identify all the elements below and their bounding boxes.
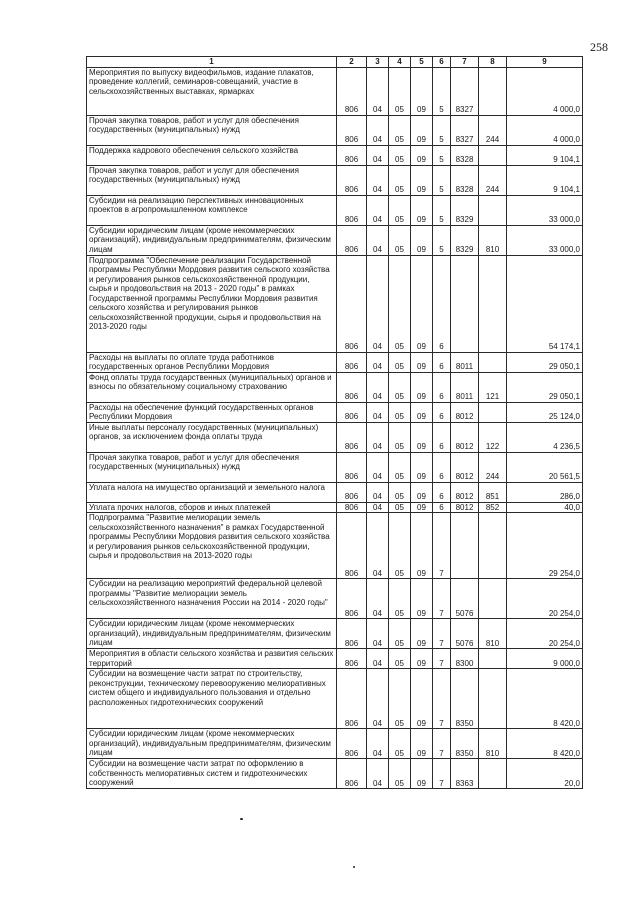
kvr-cell: 244 bbox=[479, 115, 507, 145]
subprogram-code-cell: 6 bbox=[433, 372, 451, 402]
kvr-cell: 121 bbox=[479, 372, 507, 402]
subprogram-code-cell: 6 bbox=[433, 352, 451, 372]
subprogram-code-cell: 6 bbox=[433, 482, 451, 502]
kvsr-cell: 806 bbox=[337, 165, 367, 195]
amount-cell: 4 000,0 bbox=[507, 67, 583, 115]
expense-code-cell: 8012 bbox=[451, 422, 479, 452]
table-row bbox=[87, 669, 588, 729]
kvr-cell: 851 bbox=[479, 482, 507, 502]
subprogram-code-cell: 7 bbox=[433, 579, 451, 619]
subprogram-code-cell: 7 bbox=[433, 759, 451, 789]
program-code-cell: 09 bbox=[411, 669, 433, 729]
program-code-cell: 09 bbox=[411, 372, 433, 402]
column-header: 5 bbox=[411, 57, 433, 68]
table-row bbox=[87, 225, 588, 255]
expense-code-cell: 8327 bbox=[451, 67, 479, 115]
section-cell: 04 bbox=[367, 195, 389, 225]
subsection-cell: 05 bbox=[389, 502, 411, 513]
expense-code-cell: 8012 bbox=[451, 502, 479, 513]
kvr-cell bbox=[479, 649, 507, 669]
amount-cell: 20 254,0 bbox=[507, 579, 583, 619]
amount-cell: 8 420,0 bbox=[507, 669, 583, 729]
column-header: 9 bbox=[507, 57, 583, 68]
expense-code-cell: 8363 bbox=[451, 759, 479, 789]
section-cell: 04 bbox=[367, 67, 389, 115]
expense-code-cell bbox=[451, 255, 479, 352]
kvsr-cell: 806 bbox=[337, 619, 367, 649]
page-number: 258 bbox=[590, 40, 608, 54]
section-cell: 04 bbox=[367, 165, 389, 195]
item-name: Фонд оплаты труда государственных (муниципальных) органов и взносы по обязательному социальному страхованию bbox=[87, 372, 337, 402]
program-code-cell: 09 bbox=[411, 145, 433, 165]
expense-code-cell: 8350 bbox=[451, 669, 479, 729]
subsection-cell: 05 bbox=[389, 402, 411, 422]
kvr-cell: 122 bbox=[479, 422, 507, 452]
table-row bbox=[87, 422, 588, 452]
item-name: Мероприятия по выпуску видеофильмов, издание плакатов, проведение коллегий, семинаров-совещаний, участие в сельскохозяйственных выставках, ярмарках bbox=[87, 67, 337, 115]
item-name: Прочая закупка товаров, работ и услуг для обеспечения государственных (муниципальных) нужд bbox=[87, 165, 337, 195]
amount-cell: 29 254,0 bbox=[507, 513, 583, 579]
amount-cell: 20 561,5 bbox=[507, 452, 583, 482]
expense-code-cell bbox=[451, 513, 479, 579]
section-cell: 04 bbox=[367, 649, 389, 669]
kvsr-cell: 806 bbox=[337, 759, 367, 789]
table-row bbox=[87, 579, 588, 619]
kvsr-cell: 806 bbox=[337, 225, 367, 255]
kvr-cell bbox=[479, 513, 507, 579]
expense-code-cell: 5076 bbox=[451, 619, 479, 649]
subsection-cell: 05 bbox=[389, 513, 411, 579]
kvr-cell: 810 bbox=[479, 619, 507, 649]
amount-cell: 20 254,0 bbox=[507, 619, 583, 649]
section-cell: 04 bbox=[367, 372, 389, 402]
subprogram-code-cell: 6 bbox=[433, 422, 451, 452]
section-cell: 04 bbox=[367, 225, 389, 255]
subsection-cell: 05 bbox=[389, 579, 411, 619]
program-code-cell: 09 bbox=[411, 195, 433, 225]
section-cell: 04 bbox=[367, 402, 389, 422]
program-code-cell: 09 bbox=[411, 619, 433, 649]
item-name: Поддержка кадрового обеспечения сельского хозяйства bbox=[87, 145, 337, 165]
section-cell: 04 bbox=[367, 669, 389, 729]
column-header: 4 bbox=[389, 57, 411, 68]
item-name: Иные выплаты персоналу государственных (муниципальных) органов, за исключением фонда оплаты труда bbox=[87, 422, 337, 452]
item-name: Субсидии на реализацию мероприятий федеральной целевой программы "Развитие мелиорации земель сельскохозяйственного назначения России на 2014 - 2020 годы" bbox=[87, 579, 337, 619]
kvsr-cell: 806 bbox=[337, 729, 367, 759]
kvr-cell: 810 bbox=[479, 729, 507, 759]
item-name: Субсидии на возмещение части затрат по оформлению в собственность мелиоративных систем и гидротехнических сооружений bbox=[87, 759, 337, 789]
subsection-cell: 05 bbox=[389, 422, 411, 452]
amount-cell: 4 000,0 bbox=[507, 115, 583, 145]
amount-cell: 29 050,1 bbox=[507, 372, 583, 402]
section-cell: 04 bbox=[367, 145, 389, 165]
scan-dot bbox=[240, 818, 243, 820]
kvr-cell bbox=[479, 759, 507, 789]
subsection-cell: 05 bbox=[389, 482, 411, 502]
column-header: 8 bbox=[479, 57, 507, 68]
kvr-cell bbox=[479, 67, 507, 115]
section-cell: 04 bbox=[367, 115, 389, 145]
subprogram-code-cell: 7 bbox=[433, 513, 451, 579]
table-body bbox=[87, 67, 588, 789]
column-number-row bbox=[87, 57, 588, 68]
subprogram-code-cell: 7 bbox=[433, 619, 451, 649]
subsection-cell: 05 bbox=[389, 669, 411, 729]
table-row bbox=[87, 452, 588, 482]
section-cell: 04 bbox=[367, 452, 389, 482]
item-name: Уплата прочих налогов, сборов и иных платежей bbox=[87, 502, 337, 513]
expense-code-cell: 8012 bbox=[451, 482, 479, 502]
subsection-cell: 05 bbox=[389, 352, 411, 372]
kvsr-cell: 806 bbox=[337, 372, 367, 402]
amount-cell: 25 124,0 bbox=[507, 402, 583, 422]
kvsr-cell: 806 bbox=[337, 482, 367, 502]
kvr-cell: 244 bbox=[479, 165, 507, 195]
subprogram-code-cell: 5 bbox=[433, 115, 451, 145]
kvr-cell bbox=[479, 669, 507, 729]
program-code-cell: 09 bbox=[411, 502, 433, 513]
section-cell: 04 bbox=[367, 482, 389, 502]
subsection-cell: 05 bbox=[389, 225, 411, 255]
kvsr-cell: 806 bbox=[337, 115, 367, 145]
amount-cell: 9 104,1 bbox=[507, 165, 583, 195]
item-name: Прочая закупка товаров, работ и услуг для обеспечения государственных (муниципальных) нужд bbox=[87, 115, 337, 145]
expense-code-cell: 8328 bbox=[451, 145, 479, 165]
table-row bbox=[87, 255, 588, 352]
kvsr-cell: 806 bbox=[337, 502, 367, 513]
kvsr-cell: 806 bbox=[337, 649, 367, 669]
expense-code-cell: 5076 bbox=[451, 579, 479, 619]
program-code-cell: 09 bbox=[411, 165, 433, 195]
kvr-cell bbox=[479, 145, 507, 165]
item-name: Прочая закупка товаров, работ и услуг для обеспечения государственных (муниципальных) нужд bbox=[87, 452, 337, 482]
subprogram-code-cell: 5 bbox=[433, 225, 451, 255]
item-name: Субсидии юридическим лицам (кроме некоммерческих организаций), индивидуальным предпринимателям, физическим лицам bbox=[87, 619, 337, 649]
subprogram-code-cell: 6 bbox=[433, 402, 451, 422]
section-cell: 04 bbox=[367, 502, 389, 513]
expense-code-cell: 8012 bbox=[451, 402, 479, 422]
amount-cell: 33 000,0 bbox=[507, 225, 583, 255]
item-name: Подпрограмма "Обеспечение реализации Государственной программы Республики Мордовия развития сельского хозяйства и регулирования рынков сельскохозяйственной продукции, сырья и продовольствия на 2013 - 2020 годы" в рамках Государственной программы Республики Мордовия развития сельского хозяйства и регулирования рынков сельскохозяйственной продукции, сырья и продовольствия на 2013-2020 годы bbox=[87, 255, 337, 352]
item-name: Мероприятия в области сельского хозяйства и развития сельских территорий bbox=[87, 649, 337, 669]
item-name: Уплата налога на имущество организаций и земельного налога bbox=[87, 482, 337, 502]
table-row bbox=[87, 372, 588, 402]
amount-cell: 40,0 bbox=[507, 502, 583, 513]
table-row bbox=[87, 402, 588, 422]
expense-code-cell: 8328 bbox=[451, 165, 479, 195]
amount-cell: 20,0 bbox=[507, 759, 583, 789]
item-name: Подпрограмма "Развитие мелиорации земель сельскохозяйственного назначения" в рамках Государственной программы Республики Мордовия развития сельского хозяйства и регулирования рынков сельскохозяйственной продукции, сырья и продовольствия на 2013-2020 годы bbox=[87, 513, 337, 579]
program-code-cell: 09 bbox=[411, 422, 433, 452]
table-row bbox=[87, 759, 588, 789]
budget-table bbox=[86, 56, 588, 789]
column-header: 3 bbox=[367, 57, 389, 68]
table-row bbox=[87, 67, 588, 115]
subprogram-code-cell: 7 bbox=[433, 649, 451, 669]
kvsr-cell: 806 bbox=[337, 513, 367, 579]
column-header: 7 bbox=[451, 57, 479, 68]
subsection-cell: 05 bbox=[389, 729, 411, 759]
kvsr-cell: 806 bbox=[337, 579, 367, 619]
program-code-cell: 09 bbox=[411, 67, 433, 115]
subsection-cell: 05 bbox=[389, 649, 411, 669]
amount-cell: 9 000,0 bbox=[507, 649, 583, 669]
table-row bbox=[87, 513, 588, 579]
expense-code-cell: 8011 bbox=[451, 352, 479, 372]
subsection-cell: 05 bbox=[389, 619, 411, 649]
amount-cell: 8 420,0 bbox=[507, 729, 583, 759]
program-code-cell: 09 bbox=[411, 225, 433, 255]
item-name: Субсидии на возмещение части затрат по строительству, реконструкции, техническому перевооружению мелиоративных систем общего и индивидуального пользования и отдельно расположенных гидротехнических сооружений bbox=[87, 669, 337, 729]
kvr-cell bbox=[479, 352, 507, 372]
kvr-cell: 852 bbox=[479, 502, 507, 513]
column-header: 1 bbox=[87, 57, 337, 68]
table-row bbox=[87, 619, 588, 649]
subsection-cell: 05 bbox=[389, 759, 411, 789]
subsection-cell: 05 bbox=[389, 165, 411, 195]
kvr-cell: 244 bbox=[479, 452, 507, 482]
program-code-cell: 09 bbox=[411, 513, 433, 579]
table-row bbox=[87, 115, 588, 145]
expense-code-cell: 8012 bbox=[451, 452, 479, 482]
table-row bbox=[87, 195, 588, 225]
kvsr-cell: 806 bbox=[337, 422, 367, 452]
section-cell: 04 bbox=[367, 513, 389, 579]
amount-cell: 29 050,1 bbox=[507, 352, 583, 372]
expense-code-cell: 8329 bbox=[451, 225, 479, 255]
table-row bbox=[87, 502, 588, 513]
section-cell: 04 bbox=[367, 255, 389, 352]
kvr-cell bbox=[479, 402, 507, 422]
amount-cell: 9 104,1 bbox=[507, 145, 583, 165]
subsection-cell: 05 bbox=[389, 67, 411, 115]
program-code-cell: 09 bbox=[411, 452, 433, 482]
table-row bbox=[87, 352, 588, 372]
subprogram-code-cell: 5 bbox=[433, 67, 451, 115]
kvr-cell: 810 bbox=[479, 225, 507, 255]
scan-dot bbox=[353, 866, 355, 868]
program-code-cell: 09 bbox=[411, 729, 433, 759]
amount-cell: 4 236,5 bbox=[507, 422, 583, 452]
subprogram-code-cell: 5 bbox=[433, 195, 451, 225]
subsection-cell: 05 bbox=[389, 372, 411, 402]
expense-code-cell: 8329 bbox=[451, 195, 479, 225]
subsection-cell: 05 bbox=[389, 195, 411, 225]
item-name: Субсидии на реализацию перспективных инновационных проектов в агропромышленном комплексе bbox=[87, 195, 337, 225]
table-row bbox=[87, 145, 588, 165]
kvsr-cell: 806 bbox=[337, 352, 367, 372]
kvsr-cell: 806 bbox=[337, 255, 367, 352]
item-name: Субсидии юридическим лицам (кроме некоммерческих организаций), индивидуальным предпринимателям, физическим лицам bbox=[87, 225, 337, 255]
section-cell: 04 bbox=[367, 619, 389, 649]
amount-cell: 54 174,1 bbox=[507, 255, 583, 352]
column-header: 6 bbox=[433, 57, 451, 68]
item-name: Субсидии юридическим лицам (кроме некоммерческих организаций), индивидуальным предпринимателям, физическим лицам bbox=[87, 729, 337, 759]
kvsr-cell: 806 bbox=[337, 402, 367, 422]
subprogram-code-cell: 7 bbox=[433, 729, 451, 759]
subsection-cell: 05 bbox=[389, 115, 411, 145]
subsection-cell: 05 bbox=[389, 145, 411, 165]
expense-code-cell: 8300 bbox=[451, 649, 479, 669]
section-cell: 04 bbox=[367, 729, 389, 759]
program-code-cell: 09 bbox=[411, 115, 433, 145]
kvr-cell bbox=[479, 579, 507, 619]
amount-cell: 286,0 bbox=[507, 482, 583, 502]
table-row bbox=[87, 482, 588, 502]
subprogram-code-cell: 6 bbox=[433, 255, 451, 352]
subsection-cell: 05 bbox=[389, 255, 411, 352]
expense-code-cell: 8327 bbox=[451, 115, 479, 145]
item-name: Расходы на выплаты по оплате труда работников государственных органов Республики Мордовия bbox=[87, 352, 337, 372]
program-code-cell: 09 bbox=[411, 759, 433, 789]
kvsr-cell: 806 bbox=[337, 195, 367, 225]
subprogram-code-cell: 7 bbox=[433, 669, 451, 729]
section-cell: 04 bbox=[367, 759, 389, 789]
program-code-cell: 09 bbox=[411, 649, 433, 669]
item-name: Расходы на обеспечение функций государственных органов Республики Мордовия bbox=[87, 402, 337, 422]
subprogram-code-cell: 6 bbox=[433, 502, 451, 513]
subprogram-code-cell: 6 bbox=[433, 452, 451, 482]
subprogram-code-cell: 5 bbox=[433, 165, 451, 195]
section-cell: 04 bbox=[367, 579, 389, 619]
program-code-cell: 09 bbox=[411, 255, 433, 352]
program-code-cell: 09 bbox=[411, 579, 433, 619]
table-row bbox=[87, 649, 588, 669]
program-code-cell: 09 bbox=[411, 352, 433, 372]
subsection-cell: 05 bbox=[389, 452, 411, 482]
kvsr-cell: 806 bbox=[337, 669, 367, 729]
expense-code-cell: 8350 bbox=[451, 729, 479, 759]
column-header: 2 bbox=[337, 57, 367, 68]
section-cell: 04 bbox=[367, 422, 389, 452]
table-row bbox=[87, 729, 588, 759]
table-row bbox=[87, 165, 588, 195]
amount-cell: 33 000,0 bbox=[507, 195, 583, 225]
expense-code-cell: 8011 bbox=[451, 372, 479, 402]
kvsr-cell: 806 bbox=[337, 67, 367, 115]
kvr-cell bbox=[479, 195, 507, 225]
kvsr-cell: 806 bbox=[337, 452, 367, 482]
program-code-cell: 09 bbox=[411, 482, 433, 502]
section-cell: 04 bbox=[367, 352, 389, 372]
program-code-cell: 09 bbox=[411, 402, 433, 422]
subprogram-code-cell: 5 bbox=[433, 145, 451, 165]
kvsr-cell: 806 bbox=[337, 145, 367, 165]
kvr-cell bbox=[479, 255, 507, 352]
